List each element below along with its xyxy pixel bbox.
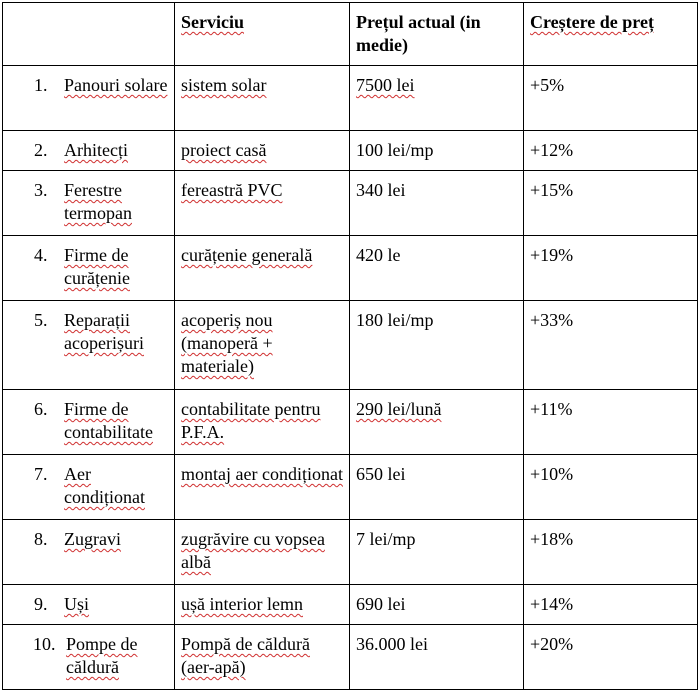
row-number: 9. — [34, 594, 48, 614]
row-service: contabilitate pentru P.F.A. — [175, 390, 350, 455]
row-price: 420 le — [350, 236, 524, 301]
row-price: 180 lei/mp — [350, 301, 524, 390]
row-increase: +18% — [524, 520, 698, 585]
row-price: 290 lei/lună — [350, 390, 524, 455]
row-number: 5. — [34, 310, 48, 330]
row-service: Pompă de căldură (aer-apă) — [175, 625, 350, 690]
row-name: Panouri solare — [64, 75, 168, 95]
row-name: Zugravi — [64, 529, 121, 549]
row-number: 6. — [34, 399, 48, 419]
row-price: 100 lei/mp — [350, 131, 524, 171]
header-service: Serviciu — [175, 3, 350, 66]
row-increase: +19% — [524, 236, 698, 301]
row-price: 36.000 lei — [350, 625, 524, 690]
row-number: 8. — [34, 529, 48, 549]
row-name: Reparații acoperișuri — [64, 310, 144, 353]
row-name: Uși — [64, 594, 90, 614]
row-price: 7 lei/mp — [350, 520, 524, 585]
row-number: 7. — [34, 464, 48, 484]
table-row — [3, 236, 698, 301]
row-service: fereastră PVC — [175, 171, 350, 236]
row-service: zugrăvire cu vopsea albă — [175, 520, 350, 585]
row-increase: +11% — [524, 390, 698, 455]
row-number: 2. — [34, 140, 48, 160]
row-name-cell — [3, 455, 175, 520]
price-table — [2, 2, 698, 690]
row-name: Aer condiționat — [64, 464, 145, 507]
table-row — [3, 625, 698, 690]
row-number: 10. — [33, 634, 56, 654]
row-increase: +14% — [524, 585, 698, 625]
row-price: 690 lei — [350, 585, 524, 625]
row-increase: +20% — [524, 625, 698, 690]
row-name-cell — [3, 236, 175, 301]
row-name-cell — [3, 625, 175, 690]
table-row — [3, 390, 698, 455]
row-name-cell — [3, 301, 175, 390]
table-row — [3, 131, 698, 171]
row-number: 1. — [34, 75, 48, 95]
row-service: proiect casă — [175, 131, 350, 171]
row-increase: +12% — [524, 131, 698, 171]
row-service: curățenie generală — [175, 236, 350, 301]
table-row — [3, 171, 698, 236]
row-service: acoperiș nou (manoperă + materiale) — [175, 301, 350, 390]
header-current-price: Prețul actual (in medie) — [350, 3, 524, 66]
row-service: montaj aer condiționat — [175, 455, 350, 520]
table-row — [3, 585, 698, 625]
table-row — [3, 301, 698, 390]
row-name: Pompe de căldură — [66, 634, 138, 677]
row-increase: +10% — [524, 455, 698, 520]
row-name-cell — [3, 390, 175, 455]
row-increase: +15% — [524, 171, 698, 236]
row-name-cell — [3, 520, 175, 585]
table-row — [3, 455, 698, 520]
row-service: sistem solar — [175, 66, 350, 131]
row-name-cell — [3, 585, 175, 625]
row-name: Firme de contabilitate — [64, 399, 153, 442]
row-price: 7500 lei — [350, 66, 524, 131]
table-row — [3, 66, 698, 131]
row-number: 3. — [34, 180, 48, 200]
row-increase: +5% — [524, 66, 698, 131]
table-row — [3, 520, 698, 585]
header-price-increase: Creștere de preț — [524, 3, 698, 66]
table-header-row — [3, 3, 698, 66]
row-name-cell — [3, 131, 175, 171]
row-name: Arhitecți — [64, 140, 128, 160]
row-name: Firme de curățenie — [64, 245, 130, 288]
row-price: 340 lei — [350, 171, 524, 236]
header-empty-cell — [3, 3, 175, 66]
row-name-cell — [3, 66, 175, 131]
row-name: Ferestre termopan — [64, 180, 132, 223]
row-service: ușă interior lemn — [175, 585, 350, 625]
row-number: 4. — [34, 245, 48, 265]
row-name-cell — [3, 171, 175, 236]
row-price: 650 lei — [350, 455, 524, 520]
row-increase: +33% — [524, 301, 698, 390]
